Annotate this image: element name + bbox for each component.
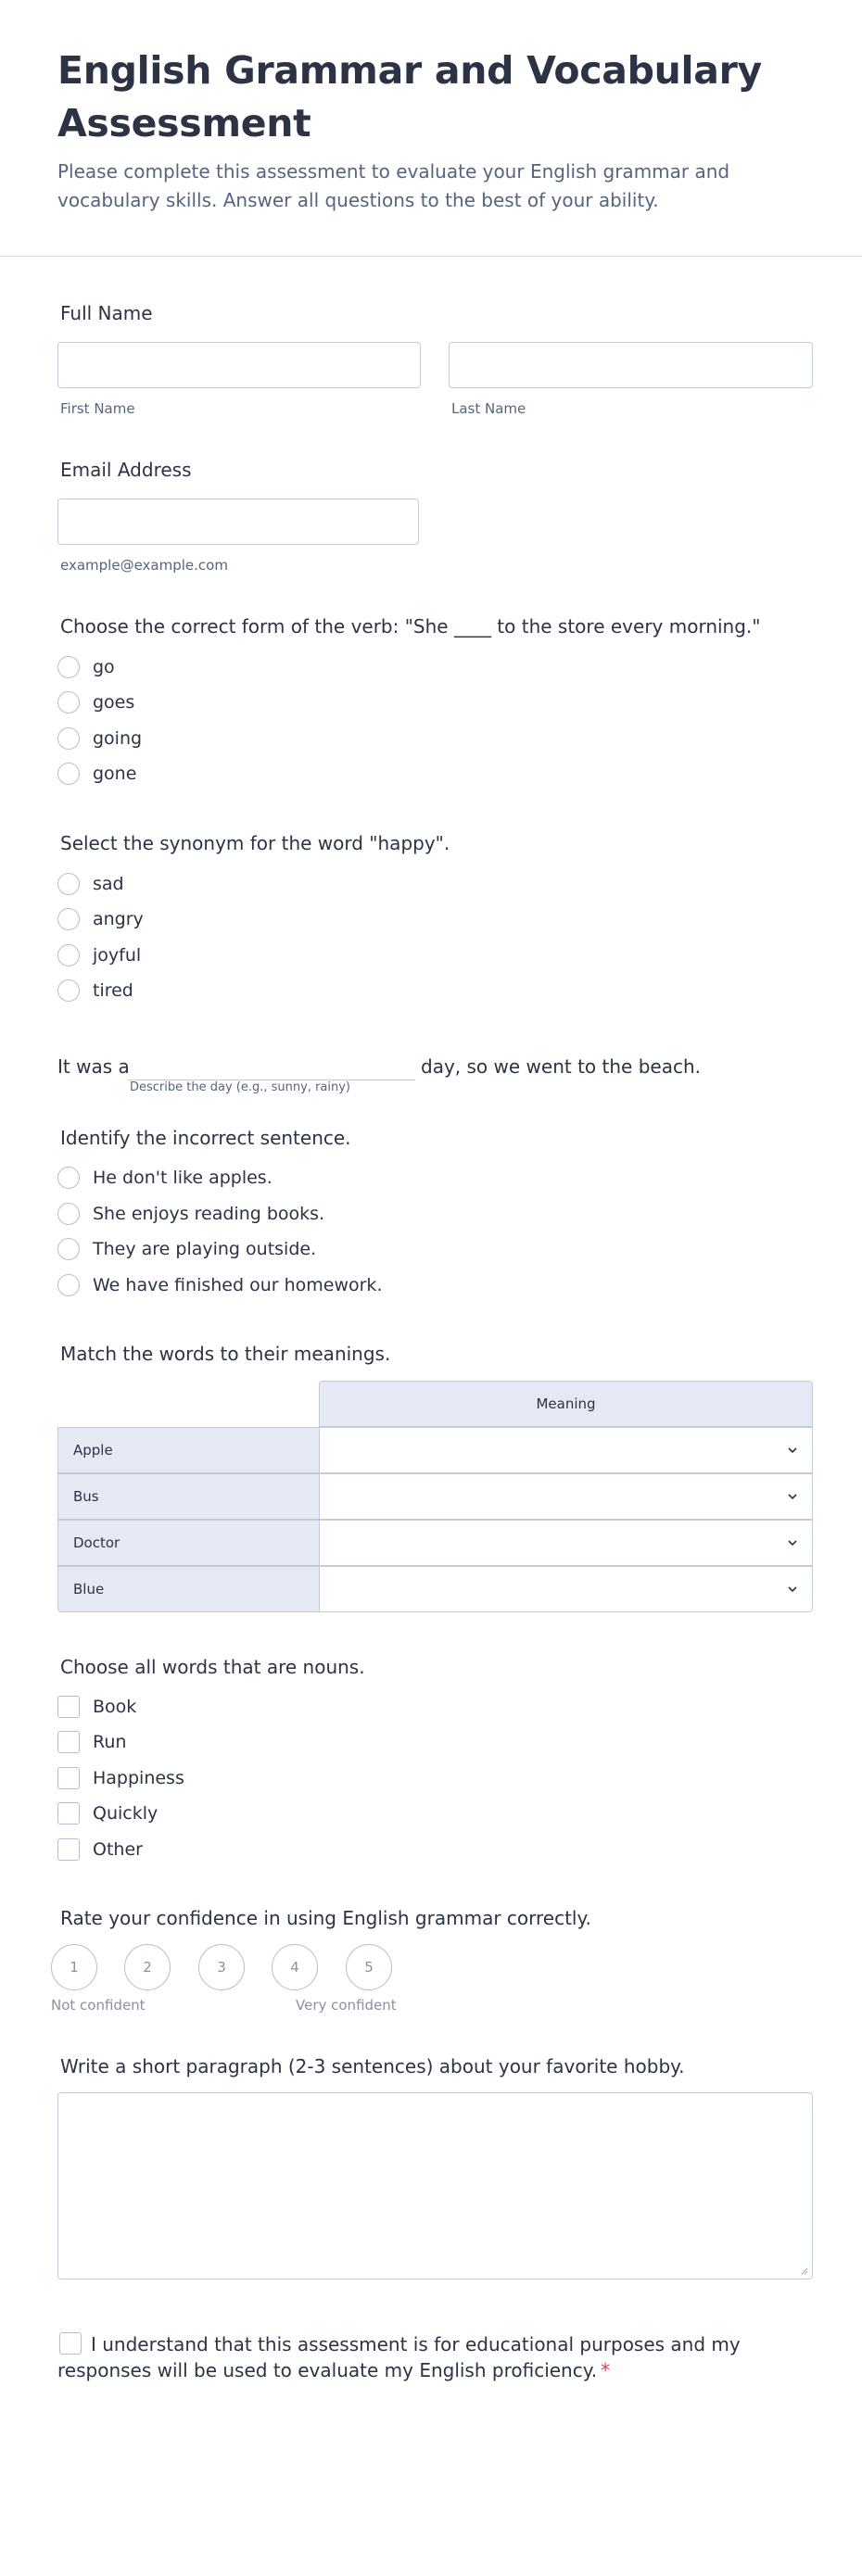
last-name-input[interactable] [449,342,813,388]
option-label: angry [93,909,144,929]
verb-option[interactable] [57,654,115,680]
rating-question-label: Rate your confidence in using English grammar correctly. [60,1907,591,1929]
radio-button[interactable] [57,873,80,895]
noun-option[interactable] [57,1729,126,1755]
option-label: going [93,728,143,749]
required-marker: * [601,2359,611,2381]
rating-option-5[interactable]: 5 [346,1944,392,1990]
fill-blank-suffix: day, so we went to the beach. [421,1055,701,1078]
rating-option-2[interactable]: 2 [124,1944,171,1990]
option-label: Other [93,1839,143,1860]
synonym-option[interactable] [57,942,141,968]
synonym-option[interactable] [57,871,124,897]
verb-option[interactable] [57,761,136,787]
matrix-row [57,1566,813,1612]
checkbox[interactable] [57,1838,80,1861]
matrix-row-label: Bus [57,1473,319,1520]
email-sublabel: example@example.com [60,557,228,574]
verb-question-label: Choose the correct form of the verb: "She ____ to the store every morning." [60,615,761,638]
synonym-option[interactable] [57,906,144,932]
option-label: Happiness [93,1768,184,1788]
matrix-column-header: Meaning [319,1381,813,1427]
last-name-sublabel: Last Name [451,400,526,417]
meaning-dropdown[interactable] [319,1520,813,1566]
option-label: go [93,657,115,677]
fill-blank-input[interactable] [128,1056,415,1080]
first-name-sublabel: First Name [60,400,135,417]
option-label: tired [93,980,133,1001]
radio-button[interactable] [57,908,80,930]
matrix-row-label: Blue [57,1566,319,1612]
checkbox[interactable] [57,1696,80,1718]
radio-button[interactable] [57,656,80,678]
resize-grip-icon[interactable] [799,2266,808,2275]
form-subtitle: Please complete this assessment to evaluate your English grammar and vocabulary skills. Answer all questions to the best of your ability. [57,160,730,211]
radio-button[interactable] [57,1274,80,1296]
radio-button[interactable] [57,979,80,1002]
rating-low-caption: Not confident [51,1997,146,2014]
radio-button[interactable] [57,944,80,966]
nouns-question-label: Choose all words that are nouns. [60,1656,365,1678]
option-label: We have finished our homework. [93,1275,383,1295]
sentence-option[interactable] [57,1272,382,1298]
consent-checkbox[interactable] [59,2332,82,2355]
first-name-input[interactable] [57,342,421,388]
incorrect-sentence-label: Identify the incorrect sentence. [60,1127,351,1149]
sentence-option[interactable] [57,1165,273,1191]
noun-option[interactable] [57,1837,143,1863]
sentence-option[interactable] [57,1201,324,1227]
radio-button[interactable] [57,727,80,750]
email-input[interactable] [57,499,419,545]
radio-button[interactable] [57,763,80,785]
option-label: gone [93,764,137,784]
full-name-label: Full Name [60,302,153,324]
matrix-question-label: Match the words to their meanings. [60,1343,391,1365]
option-label: sad [93,874,124,894]
meaning-dropdown[interactable] [319,1566,813,1612]
rating-high-caption: Very confident [296,1997,397,2014]
fill-blank-prefix: It was a [57,1055,130,1078]
consent-text: I understand that this assessment is for educational purposes and my responses will be used to evaluate my English proficiency. [57,2333,741,2381]
form-header [57,44,805,215]
option-label: Run [93,1732,127,1752]
option-label: They are playing outside. [93,1239,317,1259]
synonym-question-label: Select the synonym for the word "happy". [60,832,450,854]
rating-option-1[interactable]: 1 [51,1944,97,1990]
option-label: Quickly [93,1803,158,1824]
chevron-down-icon [786,1490,799,1503]
radio-button[interactable] [57,1203,80,1225]
form-title: English Grammar and Vocabulary Assessment [57,48,762,145]
rating-option-3[interactable]: 3 [198,1944,245,1990]
paragraph-question-label: Write a short paragraph (2-3 sentences) about your favorite hobby. [60,2055,685,2077]
matrix-row-label: Apple [57,1427,319,1473]
checkbox[interactable] [57,1767,80,1789]
meaning-dropdown[interactable] [319,1473,813,1520]
option-label: joyful [93,945,142,966]
option-label: goes [93,692,135,713]
noun-option[interactable] [57,1694,136,1720]
chevron-down-icon [786,1444,799,1457]
noun-option[interactable] [57,1800,158,1826]
matrix-row [57,1473,813,1520]
header-divider [0,256,862,257]
synonym-option[interactable] [57,978,133,1004]
matrix-row-label: Doctor [57,1520,319,1566]
option-label: Book [93,1697,137,1717]
option-label: He don't like apples. [93,1168,273,1188]
chevron-down-icon [786,1583,799,1596]
verb-option[interactable] [57,689,134,715]
matrix-row [57,1520,813,1566]
fill-blank-hint: Describe the day (e.g., sunny, rainy) [130,1080,351,1094]
checkbox[interactable] [57,1802,80,1825]
rating-option-4[interactable]: 4 [272,1944,318,1990]
checkbox[interactable] [57,1731,80,1753]
noun-option[interactable] [57,1765,184,1791]
radio-button[interactable] [57,1238,80,1260]
sentence-option[interactable] [57,1236,316,1262]
radio-button[interactable] [57,691,80,713]
option-label: She enjoys reading books. [93,1204,325,1224]
matrix-row [57,1427,813,1473]
meaning-dropdown[interactable] [319,1427,813,1473]
verb-option[interactable] [57,726,142,751]
consent-row [57,2331,790,2383]
radio-button[interactable] [57,1167,80,1189]
paragraph-textarea[interactable] [57,2092,813,2279]
email-label: Email Address [60,459,192,481]
chevron-down-icon [786,1536,799,1549]
